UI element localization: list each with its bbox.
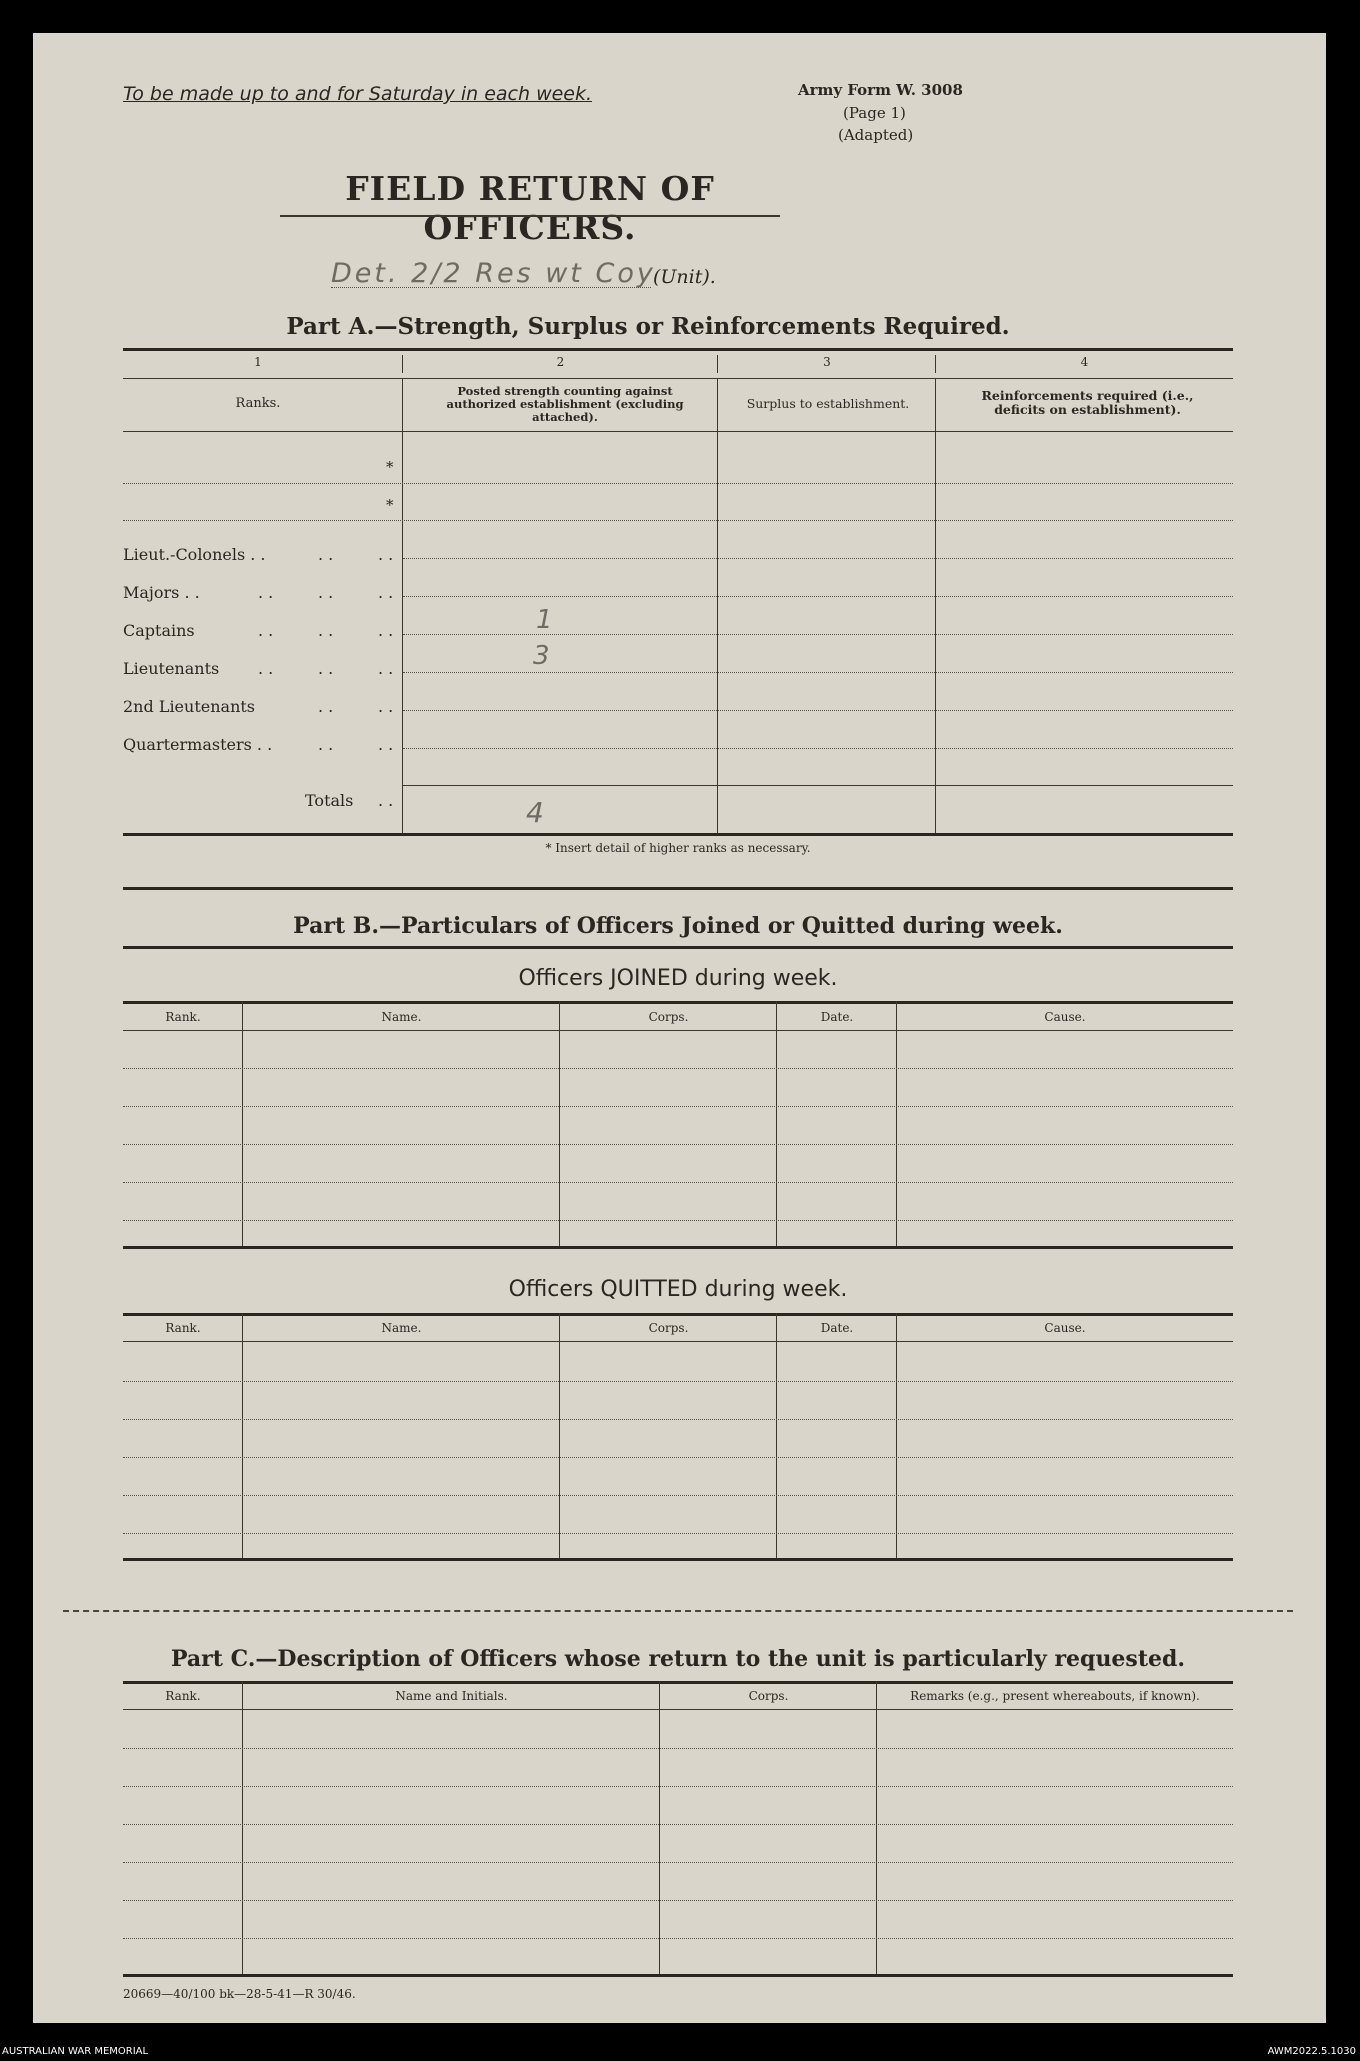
part-a-title: Part A.—Strength, Surplus or Reinforcements Required. xyxy=(286,313,1010,340)
rank-quartermasters: Quartermasters . . xyxy=(123,735,273,754)
quitted-title: Officers QUITTED during week. xyxy=(508,1277,848,1302)
joined-col-corps: Corps. xyxy=(648,1010,689,1024)
col-number-2: 2 xyxy=(556,355,565,369)
joined-col-rank: Rank. xyxy=(165,1010,201,1024)
col-header-surplus: Surplus to establishment. xyxy=(746,396,910,411)
partc-col-rank: Rank. xyxy=(165,1689,201,1703)
leader-dots: . . xyxy=(378,545,394,564)
partc-col-corps: Corps. xyxy=(748,1689,789,1703)
leader-dots: . . xyxy=(258,583,274,602)
col-header-reinforcements: Reinforcements required (i.e., deficits on establishment). xyxy=(981,388,1194,417)
leader-dots: . . xyxy=(318,545,334,564)
leader-dots: . . xyxy=(378,697,394,716)
totals-label: Totals xyxy=(305,791,354,810)
partc-col-name: Name and Initials. xyxy=(395,1689,508,1703)
rank-majors: Majors . . xyxy=(123,583,200,602)
col-number-3: 3 xyxy=(823,355,831,369)
leader-dots: . . xyxy=(318,697,334,716)
footer-right: AWM2022.5.1030 xyxy=(1267,2046,1356,2057)
col-header-ranks: Ranks. xyxy=(235,396,281,411)
joined-col-date: Date. xyxy=(820,1010,854,1024)
rank-2nd-lieutenants: 2nd Lieutenants xyxy=(123,697,256,716)
footer-left: AUSTRALIAN WAR MEMORIAL xyxy=(2,2046,149,2057)
leader-dots: . . xyxy=(378,583,394,602)
leader-dots: . . xyxy=(318,659,334,678)
rank-lieut-colonels: Lieut.-Colonels . . xyxy=(123,545,266,564)
handwritten-captains: 1 xyxy=(536,605,553,635)
rank-captains: Captains xyxy=(123,621,195,640)
col-header-posted: Posted strength counting against authorized establishment (excluding attached). xyxy=(446,384,684,424)
part-c-title: Part C.—Description of Officers whose return to the unit is particularly requested. xyxy=(170,1646,1186,1672)
form-adapted: (Adapted) xyxy=(838,126,914,144)
leader-dots: . . xyxy=(318,735,334,754)
unit-label: (Unit). xyxy=(653,266,716,288)
leader-dots: . . xyxy=(378,791,394,810)
form-page: (Page 1) xyxy=(843,104,906,122)
joined-col-name: Name. xyxy=(381,1010,422,1024)
form-sheet xyxy=(33,33,1326,2023)
quitted-col-cause: Cause. xyxy=(1044,1321,1086,1335)
instruction-text: To be made up to and for Saturday in each week. xyxy=(123,83,593,105)
col-number-4: 4 xyxy=(1080,355,1089,369)
totals-value: 4 xyxy=(526,796,544,829)
asterisk-1: * xyxy=(386,458,394,476)
quitted-col-date: Date. xyxy=(820,1321,854,1335)
leader-dots: . . xyxy=(318,583,334,602)
asterisk-2: * xyxy=(386,496,394,514)
quitted-col-corps: Corps. xyxy=(648,1321,689,1335)
joined-col-cause: Cause. xyxy=(1044,1010,1086,1024)
part-b-title: Part B.—Particulars of Officers Joined or Quitted during week. xyxy=(293,913,1063,939)
leader-dots: . . xyxy=(378,621,394,640)
form-number: Army Form W. 3008 xyxy=(798,81,963,99)
partc-col-remarks: Remarks (e.g., present whereabouts, if known). xyxy=(910,1689,1200,1703)
footnote: * Insert detail of higher ranks as necessary. xyxy=(545,841,811,855)
perforation-line xyxy=(63,1610,1293,1612)
unit-handwritten: Det. 2/2 Res wt Coy xyxy=(331,258,656,289)
quitted-col-rank: Rank. xyxy=(165,1321,201,1335)
handwritten-lieutenants: 3 xyxy=(533,641,550,671)
leader-dots: . . xyxy=(378,659,394,678)
rank-lieutenants: Lieutenants xyxy=(123,659,220,678)
page-title: FIELD RETURN OF OFFICERS. xyxy=(345,169,715,247)
leader-dots: . . xyxy=(258,621,274,640)
leader-dots: . . xyxy=(318,621,334,640)
leader-dots: . . xyxy=(258,659,274,678)
leader-dots: . . xyxy=(378,735,394,754)
quitted-col-name: Name. xyxy=(381,1321,422,1335)
printer-code: 20669—40/100 bk—28-5-41—R 30/46. xyxy=(123,1987,356,2001)
col-number-1: 1 xyxy=(254,355,262,369)
joined-title: Officers JOINED during week. xyxy=(518,966,838,991)
